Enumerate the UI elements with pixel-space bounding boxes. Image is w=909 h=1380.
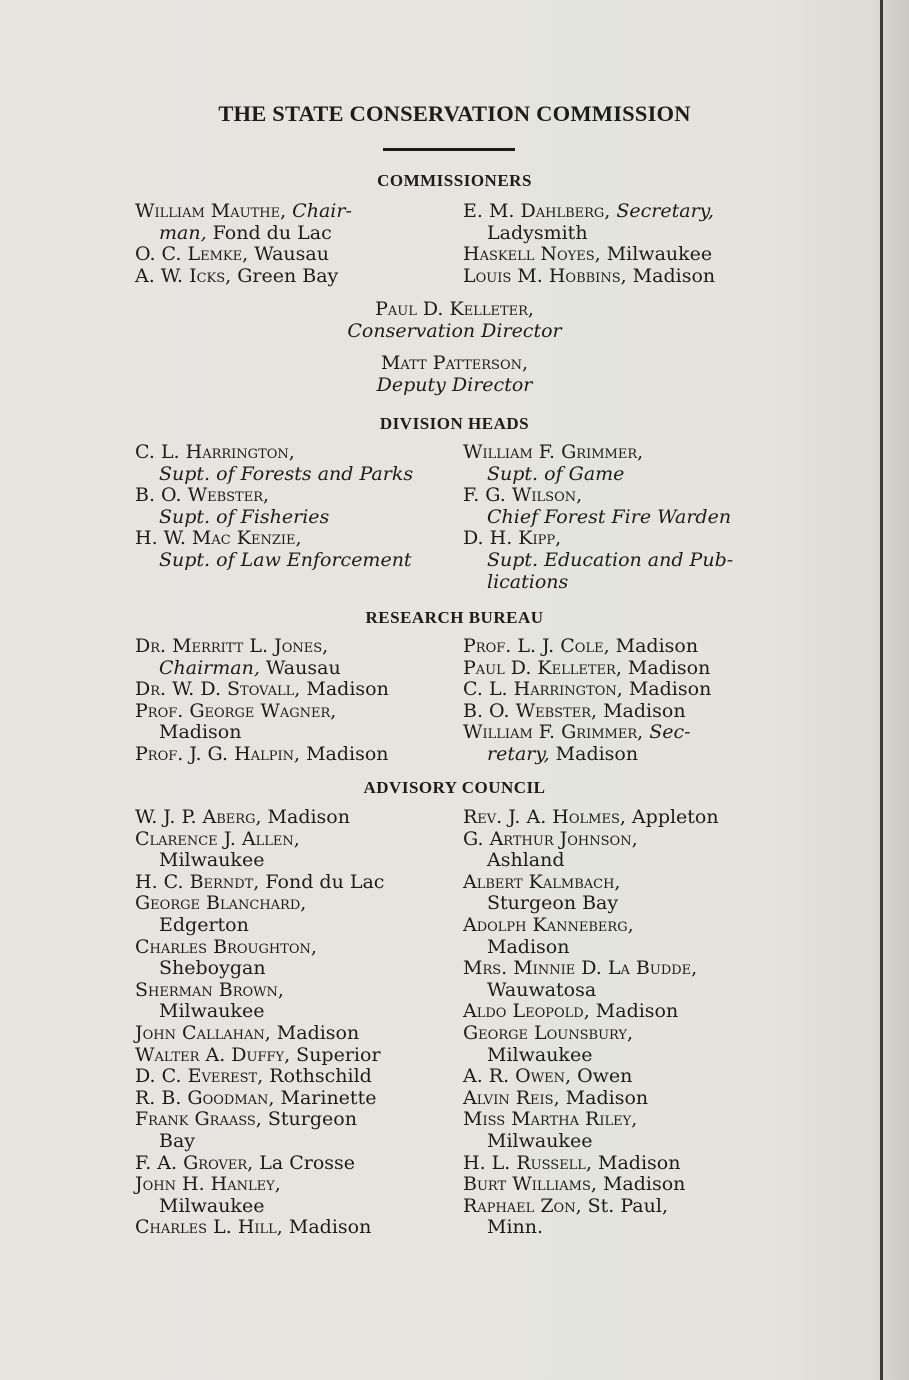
research-bureau-left-line (135, 635, 328, 657)
advisory-council-left-line (135, 979, 284, 1001)
member-name: Mrs. Minnie D. La Budde, (463, 957, 698, 980)
member-name: Charles L. Hill, (135, 1216, 283, 1239)
member-detail: Edgerton (159, 914, 249, 936)
advisory-council-right-line (487, 849, 565, 871)
advisory-council-left-line (135, 806, 350, 828)
deputy-director-name: Matt Patterson, (380, 352, 529, 374)
heading-advisory-council: ADVISORY COUNCIL (363, 778, 546, 797)
member-name: Clarence J. Allen, (135, 827, 300, 850)
member-location: Madison (549, 743, 639, 765)
member-name: John H. Hanley, (135, 1173, 281, 1196)
member-name: Miss Martha Riley, (463, 1108, 638, 1131)
member-name: Rev. J. A. Holmes, (463, 806, 626, 828)
member-detail: Madison (626, 264, 716, 287)
member-name: Dr. Merritt L. Jones, (135, 635, 329, 657)
division-heads-right-line (463, 527, 561, 549)
research-bureau-right-line (463, 700, 686, 722)
member-detail: Supt. of Law Enforcement (159, 549, 412, 571)
member-detail: Supt. Education and Pub- (487, 549, 734, 571)
member-name: A. W. Icks, (135, 264, 232, 287)
member-name: William F. Grimmer, (463, 441, 644, 463)
member-name: Haskell Noyes, (463, 243, 601, 266)
member-name: George Blanchard, (135, 892, 307, 915)
member-detail: Milwaukee (159, 1194, 265, 1217)
advisory-council-left-line (159, 1195, 264, 1217)
member-name: Charles Broughton, (135, 935, 317, 958)
advisory-council-right-line (487, 1044, 592, 1066)
member-detail: Milwaukee (600, 243, 713, 266)
advisory-council-left-line (159, 849, 264, 871)
member-name: Prof. George Wagner, (135, 699, 337, 722)
advisory-council-right-line (463, 914, 634, 936)
member-detail: Chief Forest Fire Warden (487, 505, 732, 528)
member-name: R. B. Goodman, (135, 1086, 275, 1109)
member-detail: Chairman, (159, 656, 260, 679)
member-detail: Milwaukee (159, 849, 265, 872)
member-detail: Chair- (286, 200, 352, 222)
member-name: H. C. Berndt, (135, 870, 260, 893)
member-detail: Supt. of Game (487, 462, 625, 485)
division-heads-right-line (487, 506, 731, 528)
member-name: F. A. Grover, (135, 1151, 254, 1174)
division-heads-left-line (159, 549, 412, 571)
member-detail: Madison (261, 806, 350, 828)
advisory-council-left-line (135, 1065, 372, 1087)
member-name: Raphael Zon, (463, 1194, 582, 1217)
advisory-council-right-line (463, 1195, 668, 1217)
binding-edge (880, 0, 883, 1380)
advisory-council-right-line (463, 871, 620, 893)
research-bureau-right-line (463, 635, 698, 657)
member-detail: Madison (487, 935, 570, 958)
advisory-council-right-line (487, 979, 596, 1001)
division-heads-left-line (159, 463, 413, 485)
member-detail: Milwaukee (487, 1130, 593, 1152)
division-heads-left-line (159, 506, 329, 528)
member-name: Prof. J. G. Halpin, (135, 743, 301, 765)
commissioners-left-line (159, 222, 332, 244)
member-detail: retary, (487, 743, 550, 765)
commissioners-right-line (487, 222, 588, 244)
member-detail: Superior (290, 1043, 381, 1066)
advisory-council-right-line (463, 828, 638, 850)
heading-research-bureau: RESEARCH BUREAU (365, 608, 544, 627)
advisory-council-right-line (463, 1152, 680, 1174)
advisory-council-right-line (463, 1000, 678, 1022)
member-name: F. G. Wilson, (463, 484, 583, 507)
division-heads-right-line (487, 463, 624, 485)
member-name: William F. Grimmer, (463, 721, 644, 744)
research-bureau-left-line (135, 678, 389, 700)
advisory-council-left-line (135, 828, 300, 850)
research-bureau-left-line (159, 657, 341, 679)
member-location: Fond du Lac (206, 221, 332, 244)
member-name: Louis M. Hobbins, (463, 264, 627, 287)
member-detail: Green Bay (231, 264, 339, 287)
advisory-council-left-line (135, 871, 384, 893)
director-name: Paul D. Kelleter, (375, 298, 534, 320)
member-name: Walter A. Duffy, (135, 1043, 291, 1066)
member-name: Alvin Reis, (463, 1086, 560, 1109)
member-name: A. R. Owen, (463, 1065, 572, 1088)
member-name: H. L. Russell, (463, 1151, 592, 1174)
member-name: George Lounsbury, (463, 1022, 634, 1044)
member-detail: Sturgeon (261, 1108, 357, 1131)
division-heads-left-line (135, 441, 295, 463)
advisory-council-right-line (487, 1130, 592, 1152)
member-detail: man, (159, 221, 207, 244)
member-detail: Minn. (487, 1216, 544, 1239)
member-detail: Supt. of Fisheries (159, 505, 330, 528)
deputy-director-title: Deputy Director (376, 374, 533, 396)
commissioners-right-line (463, 243, 712, 265)
advisory-council-right-line (487, 1216, 543, 1238)
member-detail: lications (487, 570, 569, 593)
member-name: B. O. Webster, (463, 699, 598, 722)
advisory-council-left-line (135, 1108, 357, 1130)
member-name: Sherman Brown, (135, 978, 284, 1001)
advisory-council-left-line (135, 936, 317, 958)
heading-division-heads: DIVISION HEADS (379, 414, 530, 433)
member-detail: St. Paul, (581, 1194, 668, 1217)
member-detail: Madison (270, 1022, 360, 1044)
member-detail: Wauwatosa (487, 978, 597, 1001)
commissioners-right-line (463, 200, 714, 222)
director-title: Conservation Director (347, 320, 562, 342)
member-detail: Madison (591, 1151, 681, 1174)
member-detail: Wausau (248, 243, 329, 266)
research-bureau-left-line (135, 700, 336, 722)
member-detail: Milwaukee (487, 1043, 593, 1066)
advisory-council-right-line (487, 936, 569, 958)
member-detail: Bay (159, 1130, 196, 1152)
heading-commissioners: COMMISSIONERS (377, 171, 532, 190)
advisory-council-left-line (159, 1130, 195, 1152)
research-bureau-left-line (159, 721, 241, 743)
member-detail: Madison (609, 635, 699, 657)
division-heads-right-line (463, 441, 643, 463)
advisory-council-right-line (463, 1065, 632, 1087)
member-name: C. L. Harrington, (135, 441, 295, 463)
research-bureau-right-line (487, 743, 638, 765)
advisory-council-left-line (159, 914, 249, 936)
advisory-council-left-line (135, 1044, 381, 1066)
member-detail: Milwaukee (159, 1000, 265, 1023)
page-title: THE STATE CONSERVATION COMMISSION (218, 101, 691, 126)
division-heads-right-line (487, 549, 733, 571)
division-heads-left-line (135, 527, 302, 549)
member-detail: Madison (300, 678, 389, 701)
advisory-council-right-line (463, 1087, 648, 1109)
member-name: Paul D. Kelleter, (463, 656, 622, 679)
member-detail: Madison (597, 699, 686, 722)
division-heads-right-line (487, 571, 568, 593)
member-name: Frank Graass, (135, 1108, 262, 1131)
member-name: C. L. Harrington, (463, 678, 623, 701)
member-detail: Madison (282, 1216, 372, 1239)
member-detail: Madison (596, 1173, 686, 1196)
advisory-council-left-line (135, 1173, 281, 1195)
member-name: B. O. Webster, (135, 484, 270, 507)
research-bureau-right-line (463, 721, 691, 743)
advisory-council-right-line (463, 1022, 633, 1044)
advisory-council-right-line (463, 1173, 685, 1195)
member-detail: Ladysmith (487, 221, 588, 244)
member-name: E. M. Dahlberg, (463, 200, 611, 222)
member-detail: Madison (300, 743, 389, 765)
member-name: O. C. Lemke, (135, 243, 249, 266)
member-name: Prof. L. J. Cole, (463, 635, 610, 657)
member-detail: Sheboygan (159, 957, 266, 980)
member-location: Wausau (259, 656, 341, 679)
member-name: D. C. Everest, (135, 1065, 264, 1088)
advisory-council-right-line (487, 892, 618, 914)
member-detail: Madison (621, 656, 711, 679)
member-detail: Secretary, (610, 200, 714, 222)
member-name: John Callahan, (135, 1022, 271, 1044)
member-detail: Owen (571, 1065, 633, 1088)
commissioners-right-line (463, 265, 715, 287)
research-bureau-right-line (463, 657, 710, 679)
advisory-council-left-line (135, 1022, 359, 1044)
member-detail: Sturgeon Bay (487, 892, 619, 915)
research-bureau-left-line (135, 743, 389, 765)
member-detail: Rothschild (263, 1065, 372, 1088)
advisory-council-left-line (159, 1000, 264, 1022)
division-heads-left-line (135, 484, 269, 506)
member-detail: Supt. of Forests and Parks (159, 462, 414, 485)
member-detail: Fond du Lac (259, 870, 385, 893)
member-name: Albert Kalmbach, (463, 870, 621, 893)
advisory-council-right-line (463, 1108, 637, 1130)
member-name: G. Arthur Johnson, (463, 827, 638, 850)
research-bureau-right-line (463, 678, 711, 700)
member-detail: Madison (589, 1000, 679, 1023)
advisory-council-left-line (135, 1152, 355, 1174)
member-detail: Madison (559, 1086, 649, 1109)
member-detail: La Crosse (253, 1151, 356, 1174)
commissioners-left-line (135, 200, 352, 222)
advisory-council-left-line (135, 892, 306, 914)
commissioners-left-line (135, 265, 338, 287)
advisory-council-left-line (135, 1216, 371, 1238)
member-detail: Ashland (487, 849, 565, 872)
member-name: Dr. W. D. Stovall, (135, 678, 301, 701)
member-detail: Sec- (643, 721, 691, 744)
member-detail: Appleton (625, 806, 719, 828)
member-name: William Mauthe, (135, 200, 287, 222)
member-name: W. J. P. Aberg, (135, 806, 262, 828)
member-detail: Madison (622, 678, 712, 701)
member-name: D. H. Kipp, (463, 527, 562, 550)
advisory-council-left-line (135, 1087, 376, 1109)
division-heads-right-line (463, 484, 582, 506)
member-name: H. W. Mac Kenzie, (135, 527, 302, 550)
member-detail: Madison (159, 721, 242, 744)
advisory-council-left-line (159, 957, 266, 979)
commissioners-left-line (135, 243, 329, 265)
member-name: Adolph Kanneberg, (463, 914, 634, 936)
member-detail: Marinette (274, 1086, 377, 1109)
advisory-council-right-line (463, 806, 719, 828)
member-name: Aldo Leopold, (463, 1000, 590, 1023)
title-rule (383, 148, 515, 151)
member-name: Burt Williams, (463, 1173, 597, 1196)
advisory-council-right-line (463, 957, 697, 979)
